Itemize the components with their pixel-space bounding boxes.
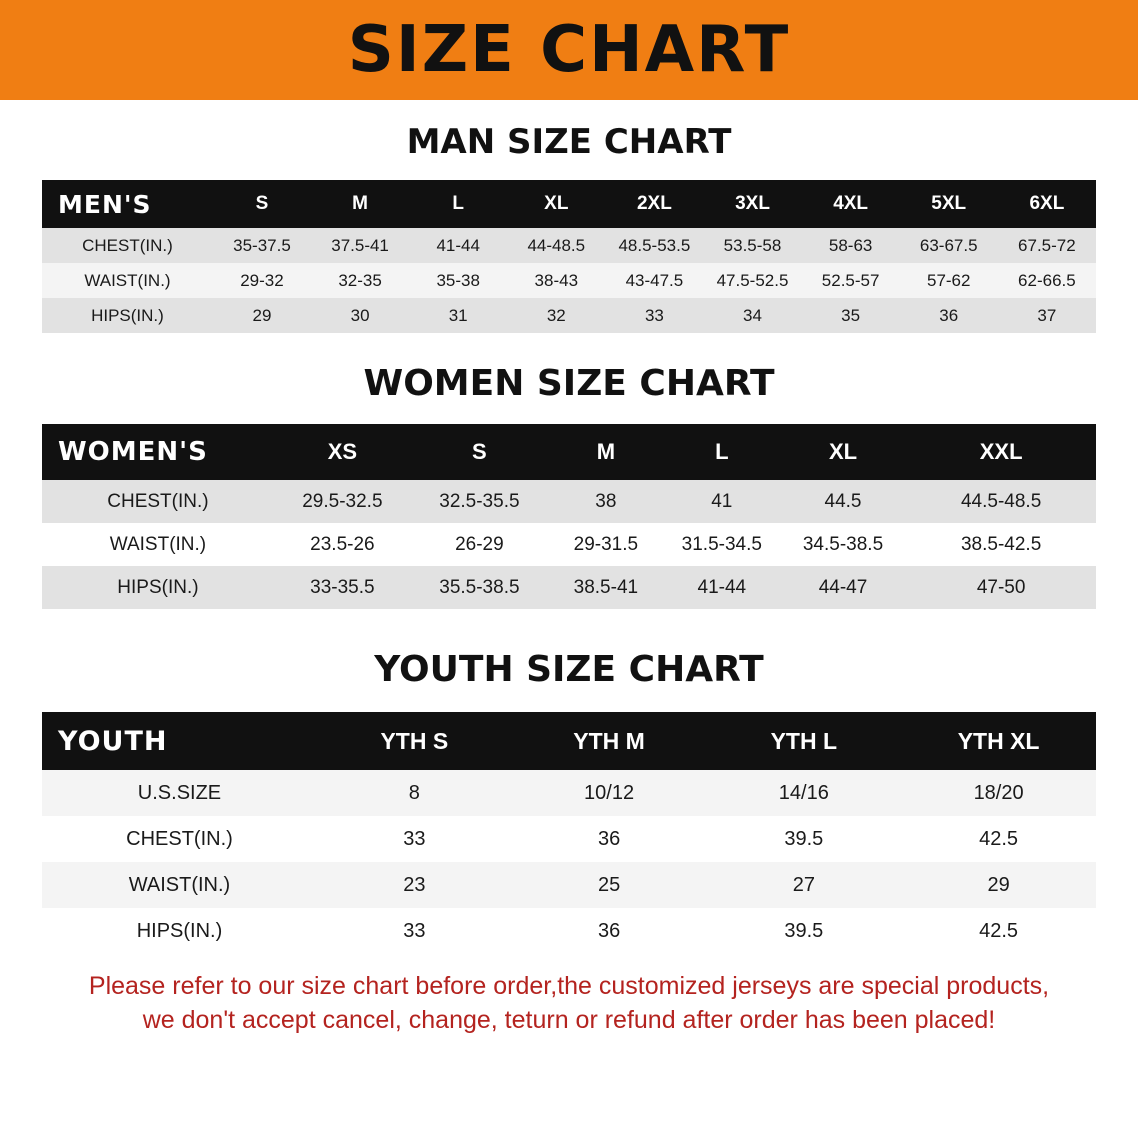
youth-chest-m: 36 (597, 827, 621, 850)
youth-ussize-m: 10/12 (584, 781, 635, 804)
man-hips-5xl: 36 (939, 305, 959, 325)
youth-waist-xl: 29 (987, 873, 1010, 896)
man-chest-3xl: 53.5-58 (723, 235, 782, 255)
man-hips-xl: 32 (546, 305, 566, 325)
table-row (42, 816, 1096, 862)
women-waist-l: 31.5-34.5 (681, 533, 762, 555)
table-row (42, 298, 1096, 333)
women-waist-xl: 34.5-38.5 (802, 533, 884, 555)
man-waist-2xl: 43-47.5 (625, 270, 684, 290)
women-row-hips-label: HIPS(IN.) (117, 576, 199, 598)
youth-ussize-l: 14/16 (778, 781, 829, 804)
man-waist-6xl: 62-66.5 (1018, 270, 1076, 290)
man-chest-l: 41-44 (436, 235, 480, 255)
man-waist-s: 29-32 (240, 270, 284, 290)
man-chest-2xl: 48.5-53.5 (618, 235, 691, 255)
youth-table-header-row (42, 712, 1096, 770)
women-header-m: M (596, 439, 616, 464)
youth-row-waist-label: WAIST(IN.) (128, 873, 231, 896)
youth-chest-l: 39.5 (784, 827, 824, 850)
youth-row-ussize-label: U.S.SIZE (137, 781, 222, 804)
women-hips-xxl: 47-50 (976, 576, 1026, 598)
youth-waist-s: 23 (403, 873, 426, 896)
youth-header-l: YTH L (770, 727, 838, 754)
man-hips-s: 29 (252, 305, 272, 325)
man-header-s: S (255, 193, 269, 214)
table-row (42, 480, 1096, 523)
youth-waist-l: 27 (792, 873, 815, 896)
page-title: SIZE CHART (347, 13, 791, 87)
man-hips-l: 31 (448, 305, 468, 325)
man-waist-xl: 38-43 (534, 270, 579, 290)
women-row-waist-label: WAIST(IN.) (109, 533, 207, 555)
man-size-table (42, 180, 1096, 333)
table-row (42, 862, 1096, 908)
youth-header-label: YOUTH (58, 725, 168, 757)
women-hips-xs: 33-35.5 (310, 576, 375, 598)
man-waist-5xl: 57-62 (926, 270, 971, 290)
man-waist-l: 35-38 (436, 270, 480, 290)
man-row-hips-label: HIPS(IN.) (91, 305, 164, 325)
women-header-s: S (472, 439, 487, 464)
youth-waist-m: 25 (597, 873, 621, 896)
man-row-chest-label: CHEST(IN.) (82, 235, 173, 255)
policy-note-line-1: Please refer to our size chart before order,the customized jerseys are special products, (88, 972, 1050, 1000)
table-row (42, 566, 1096, 609)
women-chest-l: 41 (711, 490, 733, 512)
table-row (42, 523, 1096, 566)
women-chest-xl: 44.5 (824, 490, 862, 512)
man-hips-m: 30 (350, 305, 370, 325)
women-table-header-row (42, 424, 1096, 480)
youth-row-hips-label: HIPS(IN.) (136, 919, 223, 942)
women-section-heading: WOMEN SIZE CHART (363, 363, 775, 404)
man-header-4xl: 4XL (833, 193, 869, 214)
man-header-l: L (452, 193, 464, 214)
women-chest-xxl: 44.5-48.5 (960, 490, 1042, 512)
youth-ussize-s: 8 (408, 781, 420, 804)
women-waist-xs: 23.5-26 (310, 533, 375, 555)
man-row-waist-label: WAIST(IN.) (84, 270, 171, 290)
youth-hips-s: 33 (403, 919, 426, 942)
man-chest-m: 37.5-41 (331, 235, 389, 255)
women-chest-xs: 29.5-32.5 (302, 490, 383, 512)
youth-row-chest-label: CHEST(IN.) (126, 827, 233, 850)
policy-note-line-2: we don't accept cancel, change, teturn or refund after order has been placed! (142, 1005, 996, 1034)
man-hips-3xl: 34 (743, 305, 762, 325)
women-header-xs: XS (327, 439, 358, 464)
women-hips-s: 35.5-38.5 (439, 576, 520, 598)
youth-header-s: YTH S (380, 727, 449, 754)
man-chest-5xl: 63-67.5 (919, 235, 978, 255)
youth-size-table (42, 712, 1096, 954)
women-hips-l: 41-44 (697, 576, 747, 598)
man-chest-xl: 44-48.5 (527, 235, 586, 255)
man-hips-2xl: 33 (644, 305, 664, 325)
man-header-5xl: 5XL (931, 193, 967, 214)
women-waist-xxl: 38.5-42.5 (960, 533, 1042, 555)
youth-chest-xl: 42.5 (979, 827, 1019, 850)
man-table-header-row (42, 180, 1096, 228)
youth-hips-m: 36 (597, 919, 621, 942)
women-row-chest-label: CHEST(IN.) (107, 490, 209, 512)
man-chest-6xl: 67.5-72 (1018, 235, 1076, 255)
women-hips-xl: 44-47 (818, 576, 868, 598)
page-banner (0, 0, 1138, 100)
women-header-xl: XL (828, 439, 858, 464)
youth-header-m: YTH M (573, 727, 645, 754)
man-chest-4xl: 58-63 (828, 235, 873, 255)
man-table-wrap (0, 180, 1138, 333)
youth-table-wrap (0, 712, 1138, 954)
man-hips-4xl: 35 (841, 305, 861, 325)
youth-header-xl: YTH XL (957, 727, 1040, 754)
women-header-l: L (715, 439, 729, 464)
women-hips-m: 38.5-41 (573, 576, 639, 598)
man-chest-s: 35-37.5 (233, 235, 291, 255)
youth-ussize-xl: 18/20 (973, 781, 1024, 804)
table-row (42, 770, 1096, 816)
man-header-xl: XL (544, 193, 569, 214)
man-hips-6xl: 37 (1037, 305, 1057, 325)
women-waist-s: 26-29 (455, 533, 504, 555)
youth-section-heading: YOUTH SIZE CHART (374, 649, 764, 690)
man-waist-3xl: 47.5-52.5 (716, 270, 789, 290)
youth-hips-xl: 42.5 (979, 919, 1019, 942)
man-header-3xl: 3XL (735, 193, 770, 214)
man-section-heading: MAN SIZE CHART (406, 122, 732, 162)
table-row (42, 908, 1096, 954)
women-chest-m: 38 (595, 490, 617, 512)
women-table-wrap (0, 424, 1138, 609)
man-header-m: M (352, 193, 368, 214)
women-size-table (42, 424, 1096, 609)
table-row (42, 228, 1096, 263)
youth-hips-l: 39.5 (784, 919, 824, 942)
man-waist-m: 32-35 (338, 270, 382, 290)
man-header-2xl: 2XL (636, 193, 672, 214)
youth-chest-s: 33 (403, 827, 426, 850)
man-waist-4xl: 52.5-57 (821, 270, 880, 290)
man-header-6xl: 6XL (1029, 193, 1065, 214)
women-waist-m: 29-31.5 (573, 533, 639, 555)
women-header-label: WOMEN'S (58, 437, 208, 467)
women-chest-s: 32.5-35.5 (439, 490, 520, 512)
man-header-label: MEN'S (58, 189, 152, 219)
women-header-xxl: XXL (979, 439, 1023, 464)
policy-note (0, 954, 1138, 1038)
table-row (42, 263, 1096, 298)
